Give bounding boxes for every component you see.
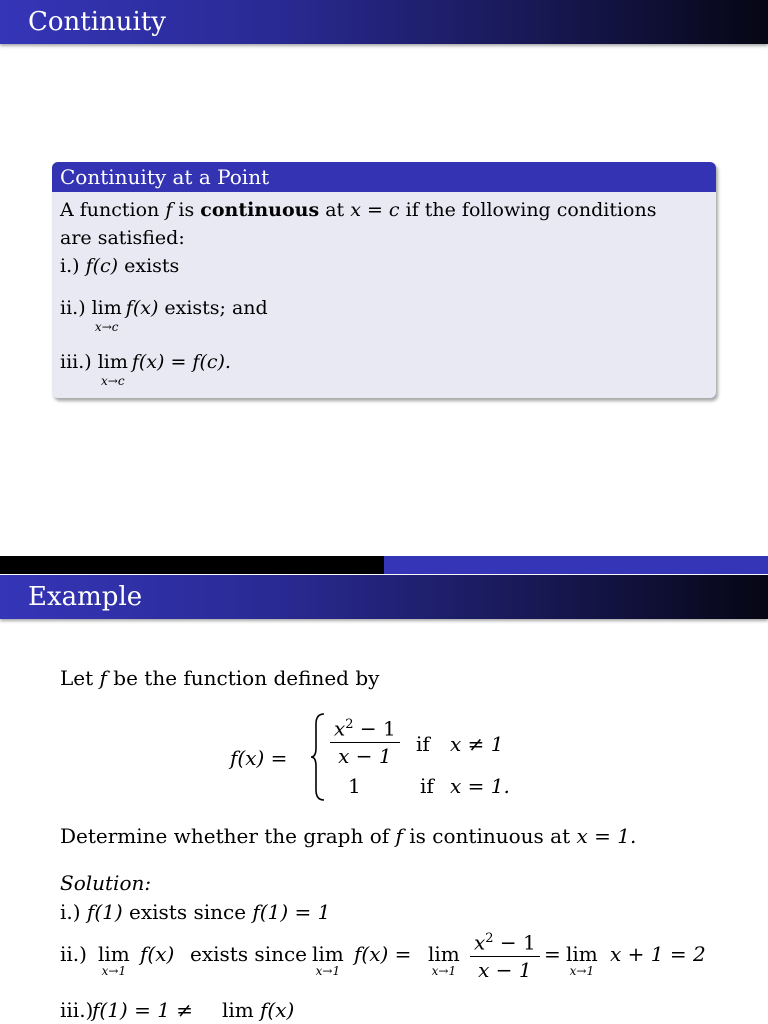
definition-block <box>52 162 716 398</box>
case1-num-x: x <box>334 716 346 741</box>
step-2-limit-1 <box>98 942 130 976</box>
step-2-text: exists since <box>190 942 308 966</box>
case2-condition: x = 1. <box>450 774 510 798</box>
step-2-denominator: x − 1 <box>478 957 532 982</box>
case1-if: if <box>416 732 430 756</box>
case1-fraction <box>330 712 400 769</box>
condition-2 <box>60 294 708 332</box>
intro-math: x = c <box>350 199 400 221</box>
piecewise-lhs: f(x) = <box>230 746 288 770</box>
condition-2-limit <box>92 294 122 332</box>
condition-1 <box>60 252 708 280</box>
condition-1-label: i.) <box>60 255 80 277</box>
condition-1-text: exists <box>124 255 180 277</box>
intro-text-b: is <box>172 199 201 221</box>
step-3-f: f(x) <box>260 998 295 1022</box>
case1-condition: x ≠ 1 <box>450 732 504 756</box>
example-intro-f: f <box>99 666 107 690</box>
lim-subscript: x→c <box>94 320 119 334</box>
step-1-label: i.) <box>60 900 81 924</box>
slide-separator-bar <box>0 556 768 574</box>
step-2-f1: f(x) <box>140 942 175 966</box>
step-2-f2: f(x) = <box>354 942 412 966</box>
intro-text-d: if the following conditions <box>399 199 657 221</box>
case1-num-exp: 2 <box>345 717 354 732</box>
step-2-limit-2 <box>312 942 344 976</box>
step-1-b: exists since <box>129 900 247 924</box>
condition-1-math: f(c) <box>85 255 119 277</box>
solution-step-1 <box>60 900 330 924</box>
question-f: f <box>395 824 403 848</box>
step-3-label: iii.) <box>60 998 94 1022</box>
step-1-a: f(1) <box>86 900 123 924</box>
condition-3-math: f(x) = f(c). <box>131 351 231 373</box>
lim-text: lim <box>91 297 122 319</box>
step-2-num-rest: − 1 <box>493 930 536 955</box>
case1-denominator: x − 1 <box>338 743 392 768</box>
example-question <box>60 824 636 848</box>
intro-f: f <box>165 199 173 221</box>
intro-text-c: at <box>319 199 351 221</box>
step-2-num-x: x <box>474 930 486 955</box>
step-2-numerator <box>470 926 540 957</box>
definition-block-body <box>52 192 716 398</box>
case2-value: 1 <box>348 774 361 798</box>
step-3-a: f(1) = 1 ≠ <box>92 998 194 1022</box>
lim-subscript: x→1 <box>431 964 457 978</box>
separator-blue-segment <box>384 556 768 574</box>
intro-bold-continuous: continuous <box>200 199 320 221</box>
left-brace-icon <box>310 712 326 802</box>
condition-2-math: f(x) <box>125 297 159 319</box>
question-a: Determine whether the graph of <box>60 824 396 848</box>
step-2-fraction <box>470 926 540 983</box>
condition-2-text: exists; and <box>164 297 268 319</box>
lim-text: lim <box>566 942 598 966</box>
example-intro-a: Let <box>60 666 100 690</box>
condition-3 <box>60 348 708 386</box>
lim-subscript: x→c <box>101 374 125 388</box>
slide-title-example: Example <box>0 575 768 619</box>
definition-intro-line2: are satisfied: <box>60 227 185 249</box>
step-2-num-exp: 2 <box>485 931 494 946</box>
step-3-lim: lim <box>222 998 254 1022</box>
question-math: x = 1. <box>576 824 637 848</box>
example-intro-b: be the function defined by <box>106 666 380 690</box>
slide-title-continuity: Continuity <box>0 0 768 44</box>
case1-num-rest: − 1 <box>353 716 396 741</box>
solution-step-3 <box>60 998 460 1024</box>
lim-text: lim <box>312 942 344 966</box>
lim-subscript: x→1 <box>101 964 127 978</box>
condition-2-label: ii.) <box>60 297 86 319</box>
step-2-end: x + 1 = 2 <box>610 942 706 966</box>
step-2-label: ii.) <box>60 942 87 966</box>
lim-text: lim <box>428 942 460 966</box>
piecewise-definition <box>230 712 550 804</box>
question-b: is continuous at <box>402 824 577 848</box>
example-intro <box>60 666 379 690</box>
lim-subscript: x→1 <box>569 964 595 978</box>
case2-if: if <box>420 774 434 798</box>
lim-text: lim <box>98 942 130 966</box>
step-2-limit-3 <box>428 942 460 976</box>
lim-text: lim <box>97 351 128 373</box>
case1-numerator <box>330 712 400 743</box>
lim-subscript: x→1 <box>315 964 341 978</box>
step-1-c: f(1) = 1 <box>252 900 331 924</box>
step-2-limit-4 <box>566 942 598 976</box>
solution-label: Solution: <box>60 871 152 895</box>
step-2-equals: = <box>544 942 561 966</box>
solution-step-2 <box>60 926 760 982</box>
condition-3-limit <box>98 348 128 386</box>
definition-block-title: Continuity at a Point <box>52 162 716 192</box>
condition-3-label: iii.) <box>60 351 92 373</box>
definition-intro <box>60 196 708 224</box>
intro-text-a: A function <box>60 199 166 221</box>
